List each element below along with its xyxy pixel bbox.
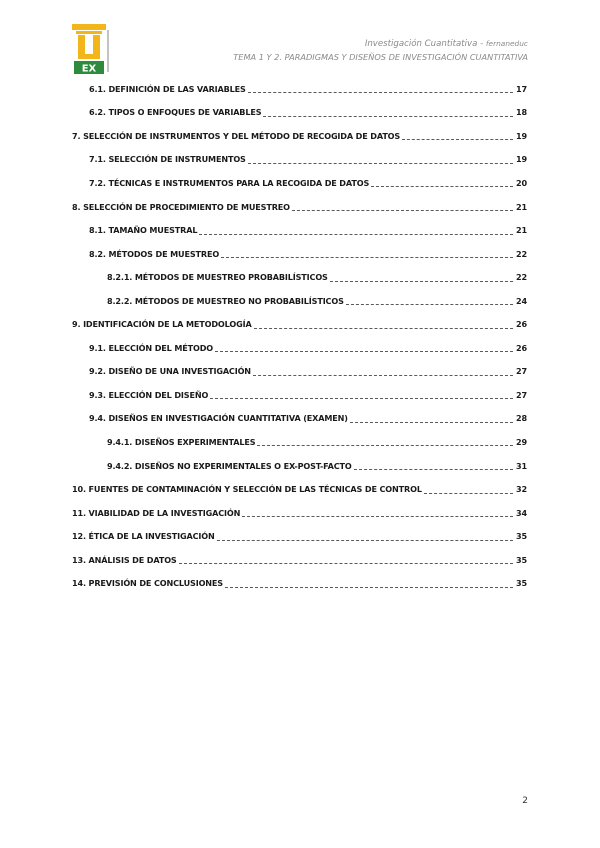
toc-entry[interactable] — [72, 148, 527, 172]
toc-leader-line — [350, 422, 513, 423]
toc-leader-line — [330, 281, 513, 282]
page-number: 2 — [522, 796, 528, 806]
toc-leader-line — [248, 163, 513, 164]
toc-entry[interactable] — [72, 242, 527, 266]
toc-entry[interactable] — [72, 501, 527, 525]
toc-entry-page: 19 — [516, 154, 527, 165]
toc-entry-page: 17 — [516, 83, 527, 94]
toc-entry[interactable] — [72, 101, 527, 125]
toc-entry-title: 9.3. ELECCIÓN DEL DISEÑO — [89, 389, 209, 400]
toc-leader-line — [257, 445, 513, 446]
toc-entry-title: 7.1. SELECCIÓN DE INSTRUMENTOS — [89, 154, 246, 165]
toc-entry-title: 6.2. TIPOS O ENFOQUES DE VARIABLES — [89, 107, 262, 118]
toc-entry-title: 10. FUENTES DE CONTAMINACIÓN Y SELECCIÓN DE LAS TÉCNICAS DE CONTROL — [72, 484, 422, 495]
toc-entry-title: 9.4.1. DISEÑOS EXPERIMENTALES — [107, 436, 256, 447]
toc-entry[interactable] — [72, 524, 527, 548]
toc-entry[interactable] — [72, 360, 527, 384]
toc-leader-line — [179, 563, 513, 564]
toc-entry-title: 14. PREVISIÓN DE CONCLUSIONES — [72, 578, 223, 589]
toc-entry-page: 35 — [516, 554, 527, 565]
toc-entry-page: 27 — [516, 366, 527, 377]
toc-entry-title: 8.1. TAMAÑO MUESTRAL — [89, 225, 198, 236]
toc-entry-page: 27 — [516, 389, 527, 400]
toc-entry-page: 34 — [516, 507, 527, 518]
toc-entry[interactable] — [72, 289, 527, 313]
toc-entry-page: 21 — [516, 225, 527, 236]
toc-entry-title: 7.2. TÉCNICAS E INSTRUMENTOS PARA LA RECOGIDA DE DATOS — [89, 177, 370, 188]
toc-leader-line — [225, 587, 513, 588]
logo-text: EX — [81, 63, 97, 74]
toc-leader-line — [254, 328, 513, 329]
toc-entry-title: 13. ANÁLISIS DE DATOS — [72, 554, 177, 565]
toc-entry[interactable] — [72, 124, 527, 148]
toc-entry[interactable] — [72, 171, 527, 195]
toc-entry-title: 6.1. DEFINICIÓN DE LAS VARIABLES — [89, 83, 246, 94]
toc-leader-line — [210, 398, 513, 399]
toc-entry-title: 9. IDENTIFICACIÓN DE LA METODOLOGÍA — [72, 319, 252, 330]
toc-entry-title: 9.4.2. DISEÑOS NO EXPERIMENTALES O EX-POST-FACTO — [107, 460, 352, 471]
toc-entry-title: 8.2. MÉTODOS DE MUESTREO — [89, 248, 220, 259]
toc-entry-page: 18 — [516, 107, 527, 118]
toc-leader-line — [248, 92, 513, 93]
toc-entry-title: 9.4. DISEÑOS EN INVESTIGACIÓN CUANTITATIVA (EXAMEN) — [89, 413, 348, 424]
toc-leader-line — [263, 116, 513, 117]
toc-entry[interactable] — [72, 430, 527, 454]
toc-leader-line — [217, 540, 513, 541]
toc-entry-title: 8.2.1. MÉTODOS DE MUESTREO PROBABILÍSTICOS — [107, 272, 328, 283]
toc-leader-line — [402, 139, 513, 140]
toc-entry-title: 8.2.2. MÉTODOS DE MUESTREO NO PROBABILÍSTICOS — [107, 295, 344, 306]
toc-entry[interactable] — [72, 312, 527, 336]
university-logo — [72, 24, 106, 74]
toc-entry-page: 22 — [516, 248, 527, 259]
table-of-contents — [72, 77, 527, 595]
header-topic: TEMA 1 Y 2. PARADIGMAS Y DISEÑOS DE INVESTIGACIÓN CUANTITATIVA — [233, 52, 528, 62]
toc-entry[interactable] — [72, 218, 527, 242]
toc-entry[interactable] — [72, 548, 527, 572]
toc-leader-line — [346, 304, 513, 305]
toc-entry-page: 26 — [516, 342, 527, 353]
toc-entry-page: 35 — [516, 531, 527, 542]
toc-leader-line — [354, 469, 513, 470]
toc-entry-title: 8. SELECCIÓN DE PROCEDIMIENTO DE MUESTREO — [72, 201, 290, 212]
toc-entry-page: 24 — [516, 295, 527, 306]
toc-entry-title: 9.1. ELECCIÓN DEL MÉTODO — [89, 342, 214, 353]
author-name: fernaneduc — [485, 39, 528, 48]
toc-entry-page: 21 — [516, 201, 527, 212]
toc-entry[interactable] — [72, 477, 527, 501]
toc-entry-title: 7. SELECCIÓN DE INSTRUMENTOS Y DEL MÉTODO DE RECOGIDA DE DATOS — [72, 130, 401, 141]
toc-entry[interactable] — [72, 571, 527, 595]
toc-leader-line — [371, 186, 513, 187]
toc-leader-line — [215, 351, 513, 352]
toc-entry[interactable] — [72, 77, 527, 101]
toc-leader-line — [424, 493, 513, 494]
toc-leader-line — [221, 257, 513, 258]
toc-leader-line — [253, 375, 513, 376]
toc-entry[interactable] — [72, 195, 527, 219]
toc-entry-page: 22 — [516, 272, 527, 283]
header-separator: - — [477, 39, 486, 49]
logo-vertical-text — [106, 30, 110, 72]
toc-entry-page: 19 — [516, 130, 527, 141]
toc-entry-page: 26 — [516, 319, 527, 330]
toc-entry-page: 20 — [516, 177, 527, 188]
toc-entry[interactable] — [72, 336, 527, 360]
toc-entry-page: 28 — [516, 413, 527, 424]
header-course-line — [233, 38, 528, 50]
toc-entry-title: 9.2. DISEÑO DE UNA INVESTIGACIÓN — [89, 366, 251, 377]
toc-leader-line — [242, 516, 513, 517]
toc-entry-page: 32 — [516, 484, 527, 495]
toc-entry-page: 35 — [516, 578, 527, 589]
toc-leader-line — [199, 234, 513, 235]
toc-entry[interactable] — [72, 265, 527, 289]
course-name: Investigación Cuantitativa — [364, 39, 478, 49]
toc-leader-line — [292, 210, 513, 211]
toc-entry-page: 29 — [516, 436, 527, 447]
toc-entry-title: 11. VIABILIDAD DE LA INVESTIGACIÓN — [72, 507, 241, 518]
document-header — [233, 38, 528, 63]
toc-entry[interactable] — [72, 383, 527, 407]
toc-entry[interactable] — [72, 407, 527, 431]
toc-entry-page: 31 — [516, 460, 527, 471]
toc-entry[interactable] — [72, 454, 527, 478]
toc-entry-title: 12. ÉTICA DE LA INVESTIGACIÓN — [72, 531, 215, 542]
